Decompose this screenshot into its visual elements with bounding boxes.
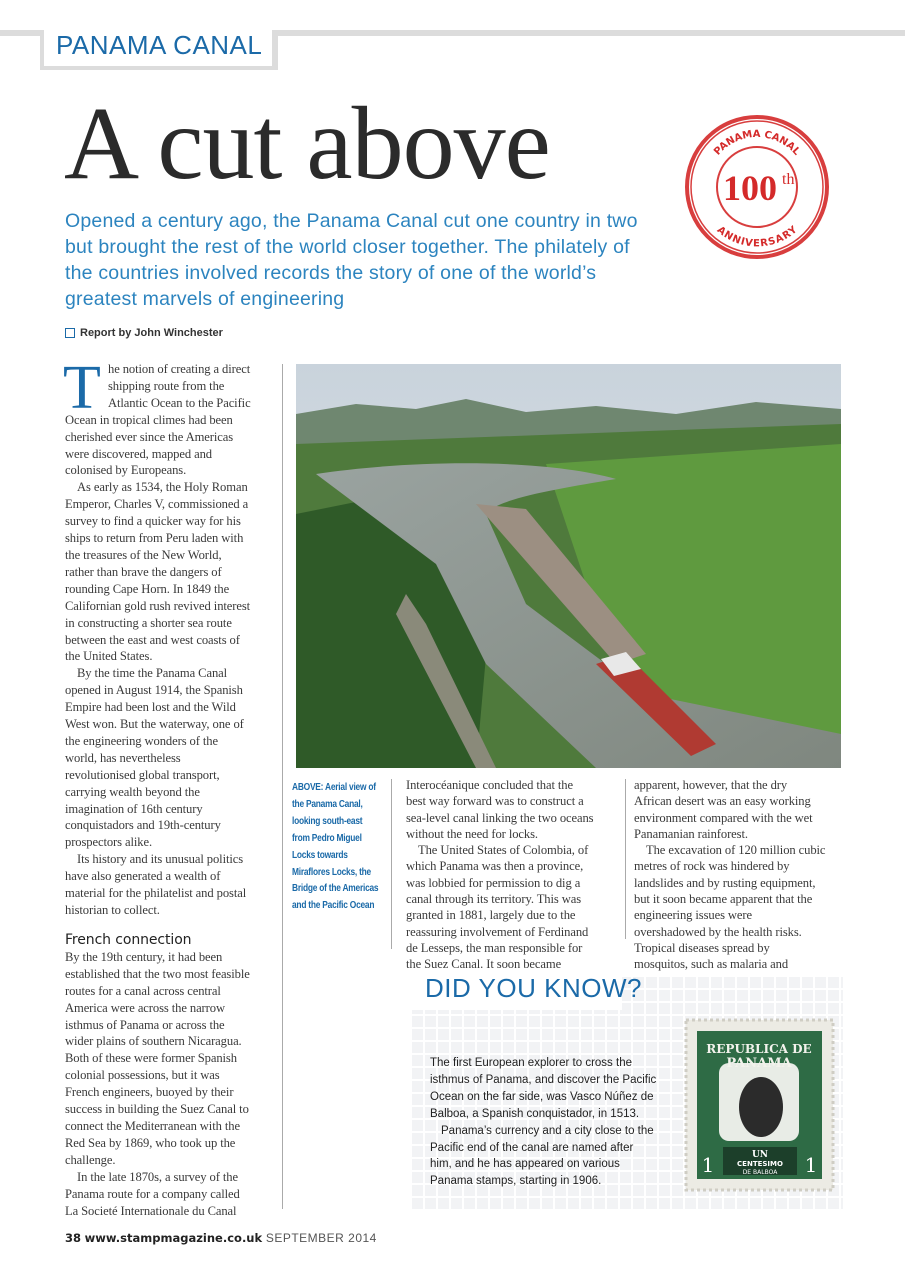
caption-line: the Panama Canal, <box>292 797 363 810</box>
caption-line: Miraflores Locks, the <box>292 865 371 878</box>
anniversary-badge <box>682 112 832 262</box>
text-line: Tropical diseases spread by <box>634 940 770 955</box>
text-line: him, and he has appeared on various <box>430 1158 620 1171</box>
text-line: colonised by Europeans. <box>65 463 187 478</box>
text-line: By the 19th century, it had been <box>65 949 223 964</box>
text-line: carrying wealth beyond the <box>65 784 200 799</box>
text-line: The United States of Colombia, of <box>418 843 589 858</box>
svg-text:1: 1 <box>804 1153 818 1177</box>
text-line: material for the philatelist and postal <box>65 886 247 901</box>
byline-text: Report by John Winchester <box>80 327 223 339</box>
text-line: La Societé Internationale du Canal <box>65 1203 237 1218</box>
text-line: Both of these were former Spanish <box>65 1051 237 1066</box>
text-line: Atlantic Ocean to the Pacific <box>108 395 251 410</box>
svg-text:DE BALBOA: DE BALBOA <box>742 1169 778 1176</box>
page-footer <box>65 1231 377 1245</box>
text-line: Pacific end of the canal are named after <box>430 1141 634 1154</box>
text-line: granted in 1881, largely due to the <box>406 908 576 923</box>
text-line: Californian gold rush revived interest <box>65 598 251 613</box>
paragraph <box>65 479 275 665</box>
column-divider <box>391 779 392 949</box>
text-line: was lobbied for permission to dig a <box>406 875 581 890</box>
text-line: Ocean in tropical climes had been <box>65 412 233 427</box>
square-bullet-icon <box>65 328 75 338</box>
caption-line: and the Pacific Ocean <box>292 899 375 912</box>
paragraph <box>65 949 275 1169</box>
paragraph <box>65 1169 275 1220</box>
issue-date: SEPTEMBER 2014 <box>265 1231 377 1245</box>
text-line: shipping route from the <box>108 378 225 393</box>
paragraph <box>634 842 844 972</box>
text-line: Panama route for a company called <box>65 1186 240 1201</box>
website-url: www.stampmagazine.co.uk <box>84 1231 263 1245</box>
text-line: Balboa, a Spanish conquistador, in 1513. <box>430 1107 640 1120</box>
text-line: Panama’s currency and a city close to the <box>441 1124 654 1137</box>
standfirst: Opened a century ago, the Panama Canal cut one country in two but brought the rest of the world closer together. The philately of the countries involved records the story of one of the world’s greatest marvels of engineering <box>65 210 638 310</box>
paragraph <box>634 777 844 842</box>
text-line: success in building the Suez Canal to <box>65 1102 249 1117</box>
section-heading: French connection <box>65 931 192 948</box>
caption-line: looking south-east <box>292 814 363 827</box>
text-line: which Panama was then a province, <box>406 859 584 874</box>
text-line: environment compared with the wet <box>634 810 813 825</box>
text-line: challenge. <box>65 1152 116 1167</box>
text-line: opened in August 1914, the Spanish <box>65 683 243 698</box>
text-line: prospectors alike. <box>65 835 153 850</box>
body-column-2 <box>406 777 621 973</box>
text-line: Interocéanique concluded that the <box>406 778 573 792</box>
text-line: mosquitos, such as malaria and <box>634 957 789 972</box>
text-line: connect the Mediterranean with the <box>65 1118 240 1133</box>
photo-caption <box>292 779 388 914</box>
svg-text:CENTESIMO: CENTESIMO <box>737 1160 783 1168</box>
text-line: West won. But the waterway, one of <box>65 717 244 732</box>
text-line: best way forward was to construct a <box>406 794 584 809</box>
page-number: 38 <box>65 1231 82 1245</box>
paragraph <box>406 842 621 972</box>
text-line: canal through its territory. This was <box>406 892 582 907</box>
text-line: Its history and its unusual politics <box>77 852 244 867</box>
text-line: Empire had been lost and the Wild <box>65 700 236 715</box>
section-label: PANAMA CANAL <box>56 30 263 60</box>
canal-aerial-photo <box>296 364 841 768</box>
text-line: survey to find a quicker way for his <box>65 514 241 529</box>
text-line: By the time the Panama Canal <box>77 666 228 681</box>
text-line: without the need for locks. <box>406 826 538 841</box>
text-line: rather than brave the dangers of <box>65 564 222 579</box>
svg-text:100: 100 <box>723 168 777 208</box>
text-line: were discovered, mapped and <box>65 446 212 461</box>
text-line: apparent, however, that the dry <box>634 778 788 792</box>
text-line: historian to collect. <box>65 903 160 917</box>
text-line: between the east and west coasts of <box>65 632 240 647</box>
text-line: conquistadors and 19th-century <box>65 818 221 833</box>
text-line: imagination of 16th century <box>65 801 203 816</box>
did-you-know-title: DID YOU KNOW? <box>425 973 642 1003</box>
balboa-stamp-image <box>683 1017 836 1193</box>
text-line: de Lesseps, the man responsible for <box>406 940 583 955</box>
caption-line: Bridge of the Americas <box>292 882 379 895</box>
text-line: revolutionised global transport, <box>65 767 220 782</box>
svg-text:PANAMA: PANAMA <box>726 1056 792 1071</box>
text-line: reassuring involvement of Ferdinand <box>406 924 589 939</box>
text-line: Red Sea by 1869, who took up the <box>65 1135 236 1150</box>
text-line: The excavation of 120 million cubic <box>646 843 826 858</box>
text-line: the United States. <box>65 649 153 664</box>
paragraph <box>65 665 275 851</box>
text-line: In the late 1870s, a survey of the <box>77 1169 238 1184</box>
paragraph <box>63 354 275 479</box>
headline: A cut above <box>64 86 550 201</box>
svg-text:REPUBLICA DE: REPUBLICA DE <box>706 1042 812 1056</box>
text-line: metres of rock was hindered by <box>634 859 790 874</box>
text-line: landslides and by rusting equipment, <box>634 875 816 890</box>
drop-cap: T <box>63 354 101 422</box>
svg-text:PANAMA CANAL: PANAMA CANAL <box>712 128 802 158</box>
caption-line: ABOVE: Aerial view of <box>292 781 376 793</box>
did-you-know-body <box>430 1055 680 1190</box>
byline <box>65 327 223 339</box>
text-line: the engineering wonders of the <box>65 733 218 748</box>
text-line: wider plains of southern Nicaragua. <box>65 1034 242 1049</box>
paragraph <box>65 851 275 919</box>
svg-text:UN: UN <box>751 1150 769 1160</box>
text-line: rounding Cape Horn. In 1849 the <box>65 581 230 596</box>
text-line: overshadowed by the health risks. <box>634 924 802 939</box>
text-line: sea-level canal linking the two oceans <box>406 810 594 825</box>
text-line: Ocean on the far side, was Vasco Núñez de <box>430 1090 654 1103</box>
text-line: As early as 1534, the Holy Roman <box>77 480 248 495</box>
text-line: colonial possessions, but it was <box>65 1068 220 1083</box>
caption-line: Locks towards <box>292 848 348 861</box>
text-line: routes for a canal across central <box>65 983 221 998</box>
text-line: cherished ever since the Americas <box>65 429 234 444</box>
text-line: Emperor, Charles V, commissioned a <box>65 497 249 512</box>
text-line: America were across the narrow <box>65 1000 225 1015</box>
text-line: the treasures of the New World, <box>65 547 222 562</box>
body-column-3 <box>634 777 844 973</box>
text-line: but it soon became apparent that the <box>634 892 813 907</box>
text-line: French engineers, buoyed by their <box>65 1085 234 1100</box>
caption-line: from Pedro Miguel <box>292 831 362 844</box>
text-line: Panama stamps, starting in 1906. <box>430 1175 602 1188</box>
text-line: Panamanian rainforest. <box>634 826 748 841</box>
text-line: he notion of creating a direct <box>108 362 251 376</box>
text-line: engineering issues were <box>634 908 752 923</box>
svg-text:1: 1 <box>701 1153 715 1177</box>
column-divider <box>282 364 283 1209</box>
column-divider <box>625 779 626 939</box>
svg-text:th: th <box>782 171 795 188</box>
body-column-1 <box>63 354 275 1219</box>
text-line: the Suez Canal. It soon became <box>406 957 562 972</box>
text-line: isthmus of Panama or across the <box>65 1017 225 1032</box>
text-line: isthmus of Panama, and discover the Pacific <box>430 1073 657 1086</box>
text-line: world, has nevertheless <box>65 750 181 765</box>
svg-text:ANNIVERSARY: ANNIVERSARY <box>714 224 800 250</box>
text-line: The first European explorer to cross the <box>430 1057 632 1069</box>
text-line: African desert was an easy working <box>634 794 811 809</box>
text-line: ships to return from Peru laden with <box>65 531 244 546</box>
text-line: have also generated a wealth of <box>65 869 221 884</box>
paragraph <box>406 777 621 842</box>
text-line: established that the two most feasible <box>65 966 250 981</box>
text-line: in constructing a shorter sea route <box>65 615 232 630</box>
